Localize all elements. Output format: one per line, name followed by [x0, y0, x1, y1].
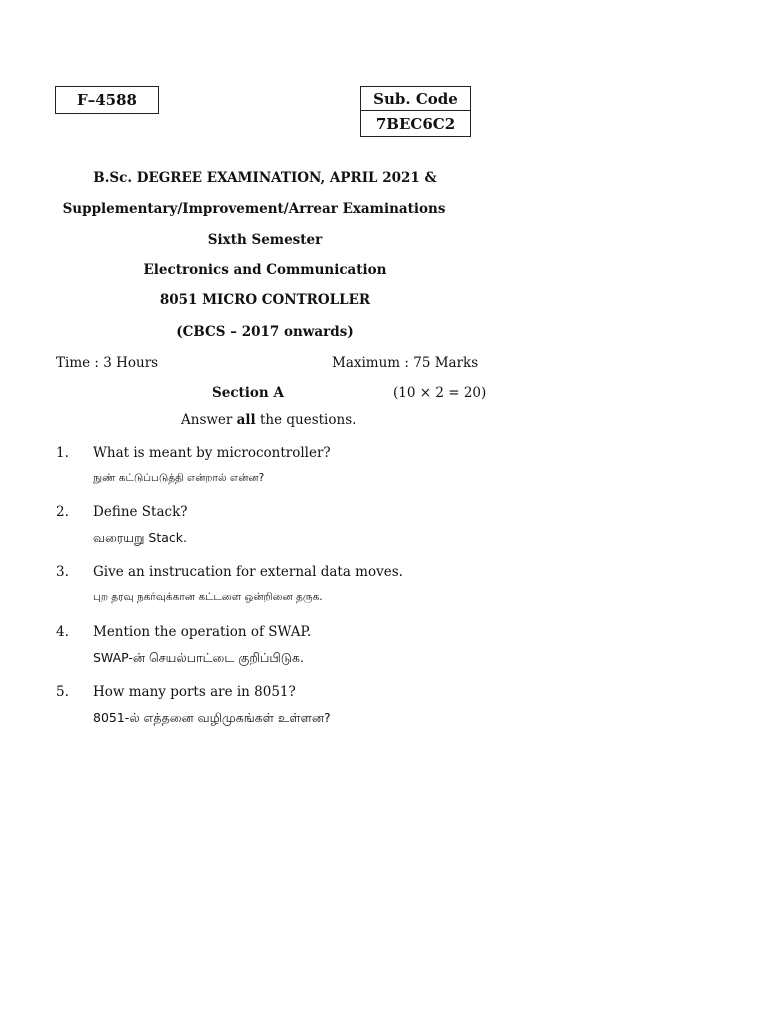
question-number: 2.: [56, 504, 69, 520]
paper-code: F–4588: [77, 91, 137, 109]
section-marks: (10 × 2 = 20): [393, 385, 487, 401]
section-title: Section A: [212, 385, 284, 401]
question-text-en: Define Stack?: [93, 504, 188, 520]
question-text-en: Mention the operation of SWAP.: [93, 624, 312, 640]
question-number: 5.: [56, 684, 69, 700]
exam-subtitle: Supplementary/Improvement/Arrear Examinations: [62, 201, 446, 217]
question-text-en: How many ports are in 8051?: [93, 684, 296, 700]
question-text-ta: 8051-ல் எத்தனை வழிமுகங்கள் உள்ளன?: [93, 710, 331, 725]
exam-title: B.Sc. DEGREE EXAMINATION, APRIL 2021 &: [93, 170, 437, 186]
semester: Sixth Semester: [207, 232, 323, 248]
sub-code: 7BEC6C2: [375, 114, 456, 133]
max-marks: Maximum : 75 Marks: [332, 355, 479, 371]
question-number: 1.: [56, 445, 69, 461]
time-allowed: Time : 3 Hours: [56, 355, 159, 371]
section-instruction: Answer all the questions.: [181, 412, 357, 428]
department: Electronics and Communication: [143, 262, 387, 278]
question-number: 4.: [56, 624, 69, 640]
question-text-ta: வரையறு Stack.: [93, 530, 187, 545]
question-text-en: Give an instrucation for external data moves.: [93, 564, 403, 580]
sub-code-label: Sub. Code: [373, 90, 458, 108]
question-text-ta: புற தரவு நகர்வுக்கான கட்டளை ஒன்றினை தருக.: [93, 591, 323, 603]
paper-code-box: [55, 86, 159, 114]
sub-code-box: [360, 110, 471, 137]
question-text-ta: நுண் கட்டுப்படுத்தி என்றால் என்ன?: [93, 472, 265, 484]
question-number: 3.: [56, 564, 69, 580]
sub-code-label-box: [360, 86, 471, 111]
question-text-en: What is meant by microcontroller?: [93, 445, 331, 461]
scheme: (CBCS – 2017 onwards): [176, 324, 354, 340]
question-text-ta: SWAP-ன் செயல்பாட்டை குறிப்பிடுக.: [93, 650, 304, 665]
subject-title: 8051 MICRO CONTROLLER: [159, 292, 371, 308]
